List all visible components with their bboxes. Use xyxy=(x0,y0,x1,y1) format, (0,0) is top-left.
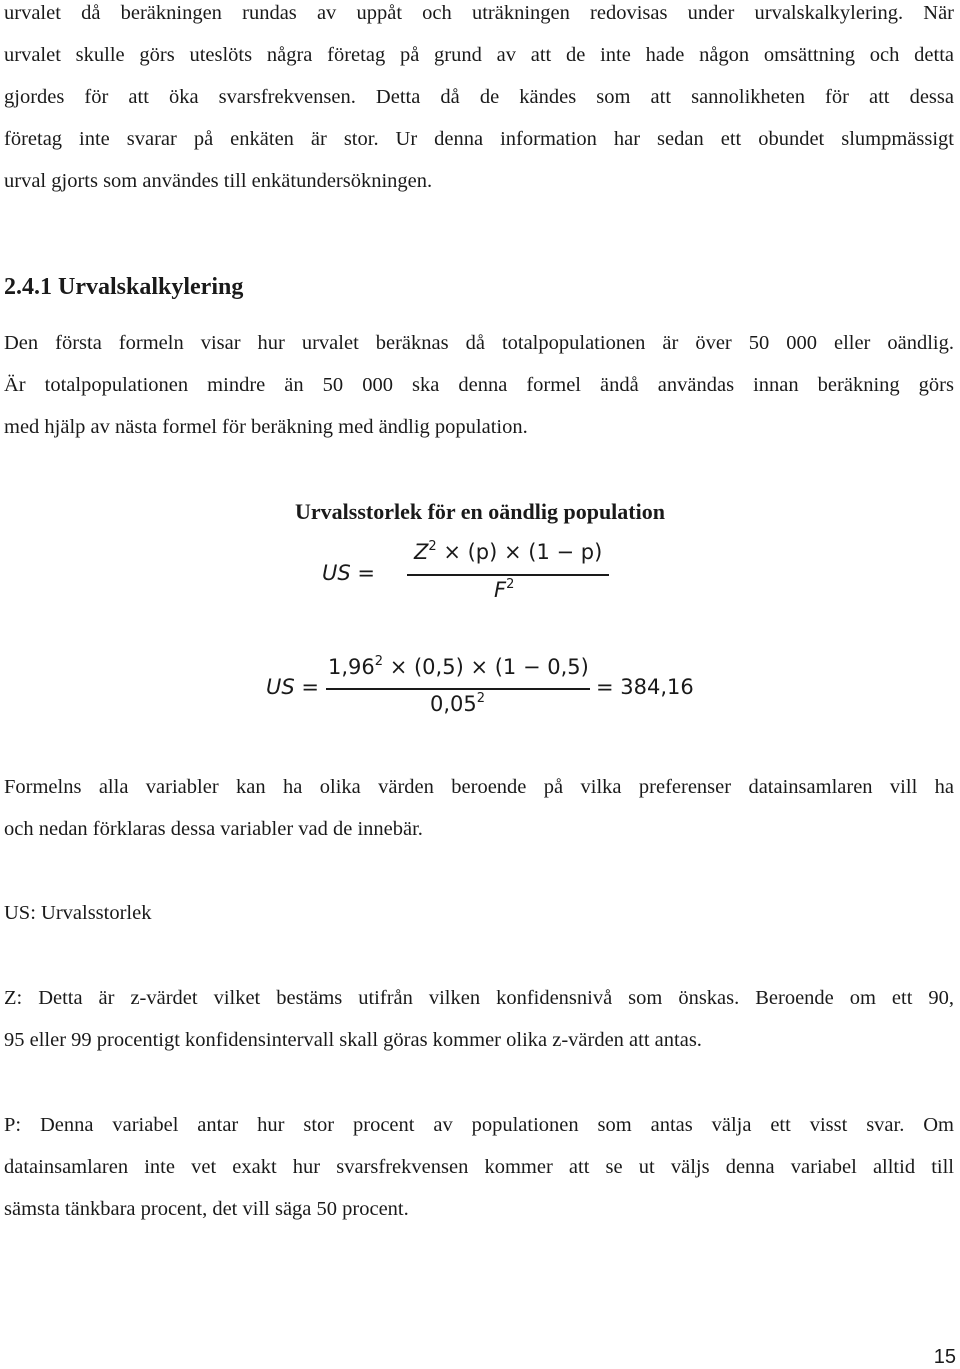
formula-lhs: US = xyxy=(266,675,319,699)
formula-numerator: $1,96^2 \times (0,5) \times (1 - 0,5)$ xyxy=(328,654,589,679)
formula-denominator: 0,05$^2$ xyxy=(430,691,486,716)
text-line: datainsamlaren inte vet exakt hur svarsfrekvensen kommer att se ut väljs denna variabel alltid till xyxy=(4,1156,954,1178)
text-line: urvalet skulle görs uteslöts några företag på grund av att de inte hade någon omsättning och detta xyxy=(4,44,954,66)
text-line: med hjälp av nästa formel för beräkning med ändlig population. xyxy=(4,416,528,438)
text-line: Formelns alla variabler kan ha olika värden beroende på vilka preferenser datainsamlaren vill ha xyxy=(4,776,954,798)
text-line: sämsta tänkbara procent, det vill säga 50 procent. xyxy=(4,1198,409,1220)
fraction-bar xyxy=(407,574,609,576)
text-line: gjordes för att öka svarsfrekvensen. Detta då de kändes som att sannolikheten för att dessa xyxy=(4,86,954,108)
formula-denominator: $F^2$ xyxy=(494,577,515,602)
page-number: 15 xyxy=(933,1346,956,1368)
text-line: Är totalpopulationen mindre än 50 000 ska denna formel ändå användas innan beräkning görs xyxy=(4,374,954,396)
text-line: P: Denna variabel antar hur stor procent av populationen som antas välja ett visst svar. Om xyxy=(4,1114,954,1136)
formula-result: = 384,16 xyxy=(596,675,694,699)
text-line: och nedan förklaras dessa variabler vad de innebär. xyxy=(4,818,423,840)
text-line: urvalet då beräkningen rundas av uppåt och uträkningen redovisas under urvalskalkylering. När xyxy=(4,2,954,24)
text-line: företag inte svarar på enkäten är stor. Ur denna information har sedan ett obundet slumpmässigt xyxy=(4,128,954,150)
formula-numerator: $Z^2 \times (p) \times (1 - p)$ xyxy=(414,539,603,564)
formula-lhs: US = xyxy=(322,561,375,585)
text-line: urval gjorts som användes till enkätundersökningen. xyxy=(4,170,433,192)
formula-title: Urvalsstorlek för en oändlig population xyxy=(295,499,665,524)
text-line: Z: Detta är z-värdet vilket bestäms utifrån vilken konfidensnivå som önskas. Beroende om ett 90, xyxy=(4,987,954,1009)
definition-us: US: Urvalsstorlek xyxy=(4,902,152,924)
text-line: 95 eller 99 procentigt konfidensintervall skall göras kommer olika z-värden att antas. xyxy=(4,1029,702,1051)
section-heading: 2.4.1 Urvalskalkylering xyxy=(4,274,244,300)
text-line: Den första formeln visar hur urvalet beräknas då totalpopulationen är över 50 000 eller oändlig. xyxy=(4,332,954,354)
fraction-bar xyxy=(326,688,590,690)
